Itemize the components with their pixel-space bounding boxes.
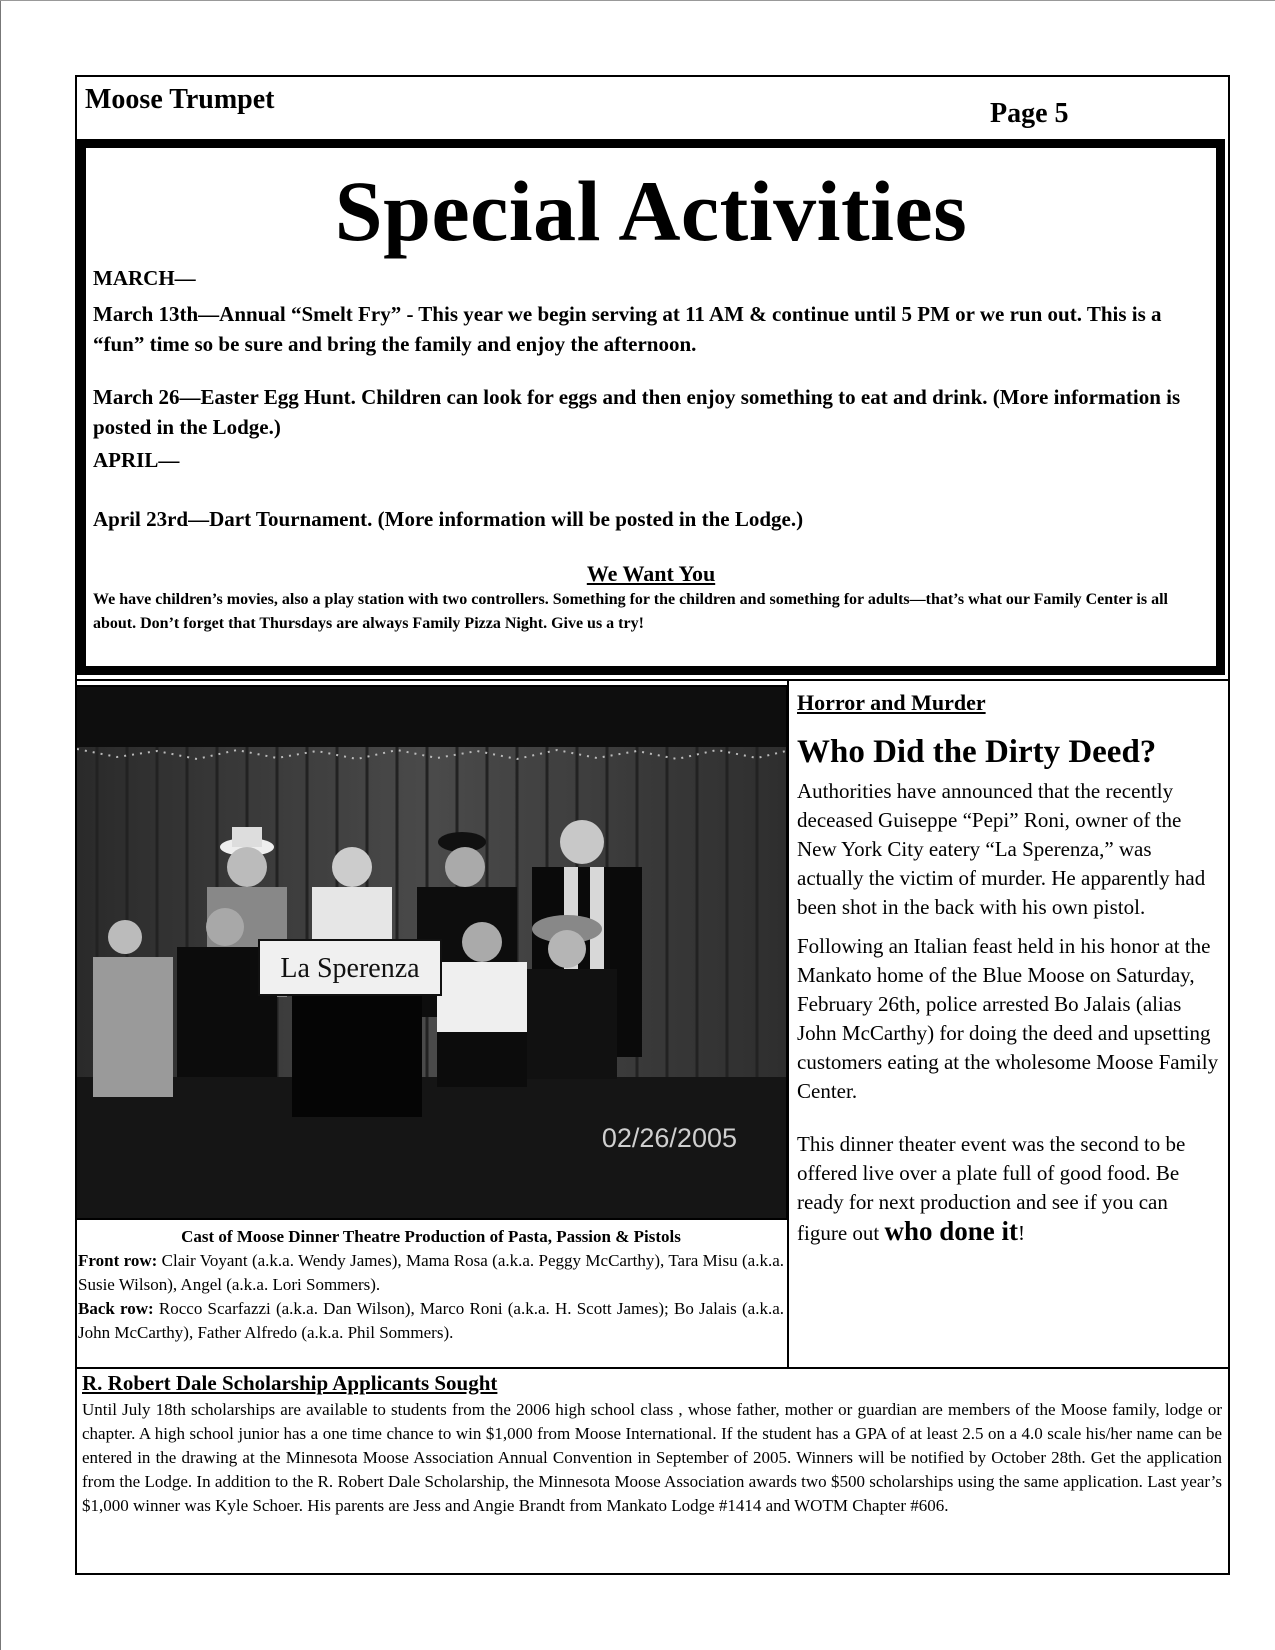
story-p3-start: This dinner theater event was the second to be offered live over a plate full of good food. Be ready for next production and see if you can figure out <box>797 1132 1186 1245</box>
section-divider-top <box>75 679 1230 681</box>
special-activities-title: Special Activities <box>334 163 968 259</box>
back-row-label: Back row: <box>78 1299 154 1318</box>
scholarship-section <box>82 1371 1222 1518</box>
april-label: APRIL— <box>93 448 180 472</box>
story-p3-end: ! <box>1018 1221 1026 1245</box>
story-paragraph-1: Authorities have announced that the recently deceased Guiseppe “Pepi” Roni, owner of the New York City eatery “La Sperenza,” was actually the victim of murder. He apparently had been shot in the back with his own pistol. <box>797 779 1206 919</box>
front-row-label: Front row: <box>78 1251 158 1270</box>
caption-back-row <box>78 1297 784 1345</box>
special-activities-box <box>77 139 1225 675</box>
story-kicker: Horror and Murder <box>797 690 986 715</box>
march-13-event: March 13th—Annual “Smelt Fry” - This year we begin serving at 11 AM & continue until 5 PM or we run out. This is a “fun” time so be sure and bring the family and enjoy the afternoon. <box>93 302 1162 356</box>
page-edge-left <box>0 0 1 1650</box>
story-p3-emphasis: who done it <box>884 1216 1019 1246</box>
story-headline: Who Did the Dirty Deed? <box>797 734 1157 770</box>
april-23-event: April 23rd—Dart Tournament. (More information will be posted in the Lodge.) <box>93 507 804 531</box>
story-paragraph-3 <box>797 1130 1222 1248</box>
march-26-event: March 26—Easter Egg Hunt. Children can look for eggs and then enjoy something to eat and drink. (More information is posted in the Lodge.) <box>93 385 1181 439</box>
march-label: MARCH— <box>93 266 196 290</box>
cast-photo <box>75 685 788 1220</box>
newsletter-title: Moose Trumpet <box>85 84 275 115</box>
section-divider-bottom <box>75 1367 1230 1369</box>
caption-title: Cast of Moose Dinner Theatre Production of Pasta, Passion & Pistols <box>181 1227 681 1246</box>
murder-story <box>797 690 1222 1248</box>
photo-sign-text: La Sperenza <box>280 953 420 984</box>
we-want-you-text: We have children’s movies, also a play station with two controllers. Something for the children and something for adults—that’s what our Family Center is all about. Don’t forget that Thursdays are always Family Pizza Night. Give us a try! <box>93 591 1168 632</box>
photo-caption <box>78 1225 784 1345</box>
back-row-names: Rocco Scarfazzi (a.k.a. Dan Wilson), Marco Roni (a.k.a. H. Scott James); Bo Jalais (a.k.a. John McCarthy), Father Alfredo (a.k.a. Phil Sommers). <box>78 1299 784 1342</box>
page-number: Page 5 <box>990 98 1069 129</box>
front-row-names: Clair Voyant (a.k.a. Wendy James), Mama Rosa (a.k.a. Peggy McCarthy), Tara Misu (a.k.a. Susie Wilson), Angel (a.k.a. Lori Sommers). <box>78 1251 784 1294</box>
caption-front-row <box>78 1249 784 1297</box>
we-want-you-heading: We Want You <box>586 561 716 586</box>
scholarship-heading: R. Robert Dale Scholarship Applicants Sought <box>82 1371 498 1395</box>
scholarship-body: Until July 18th scholarships are available to students from the 2006 high school class , whose father, mother or guardian are members of the Moose family, lodge or chapter. A high school junior has a one time chance to win $1,000 from Moose International. If the student has a GPA of at least 2.5 on a 4.0 scale his/her name can be entered in the drawing at the Minnesota Moose Association Annual Convention in September of 2005. Winners will be notified by October 28th. Get the application from the Lodge. In addition to the R. Robert Dale Scholarship, the Minnesota Moose Association awards two $500 scholarships using the same application. Last year’s $1,000 winner was Kyle Schoer. His parents are Jess and Angie Brandt from Mankato Lodge #1414 and WOTM Chapter #606. <box>82 1400 1222 1515</box>
page-edge-top <box>0 0 1275 1</box>
story-paragraph-2: Following an Italian feast held in his honor at the Mankato home of the Blue Moose on Saturday, February 26th, police arrested Bo Jalais (alias John McCarthy) for doing the deed and upsetting customers eating at the wholesome Moose Family Center. <box>797 934 1219 1103</box>
photo-date-stamp: 02/26/2005 <box>601 1123 737 1153</box>
